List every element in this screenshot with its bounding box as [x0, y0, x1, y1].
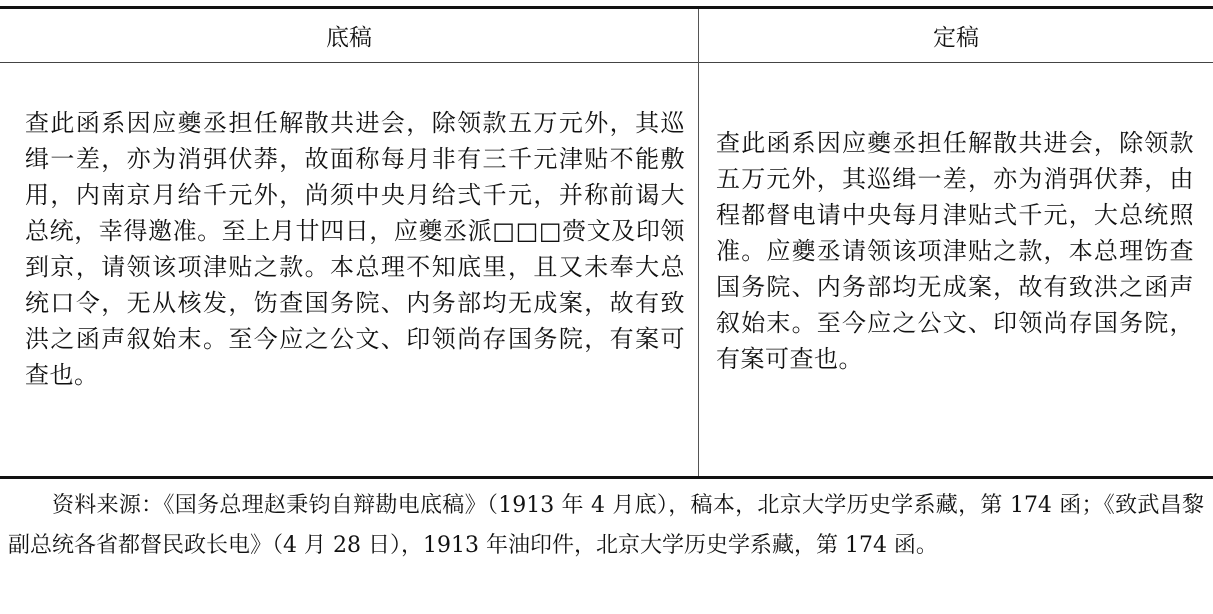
header-final: 定稿	[933, 25, 979, 51]
source-note: 资料来源：《国务总理赵秉钧自辩勘电底稿》（1913 年 4 月底），稿本，北京大学历史学系藏，第 174 函；《致武昌黎副总统各省都督民政长电》（4 月 28 日），1913 年油印件，北京大学历史学系藏，第 174 函。	[8, 493, 1204, 558]
header-rule	[0, 62, 1213, 63]
column-divider	[698, 9, 699, 476]
header-draft: 底稿	[326, 25, 372, 51]
draft-text: 查此函系因应夔丞担任解散共进会，除领款五万元外，其巡缉一差，亦为消弭伏莽，故面称每月非有三千元津贴不能敷用，内南京月给千元外，尚须中央月给弍千元，并称前谒大总统，幸得邀准。至上月廿四日，应夔丞派□□□赍文及印领到京，请领该项津贴之款。本总理不知底里，且又未奉大总统口令，无从核发，饬查国务院、内务部均无成案，故有致洪之函声叙始末。至今应之公文、印领尚存国务院，有案可查也。	[25, 109, 685, 389]
final-text: 查此函系因应夔丞担任解散共进会，除领款五万元外，其巡缉一差，亦为消弭伏莽，由程都督电请中央每月津贴弍千元，大总统照准。应夔丞请领该项津贴之款，本总理饬查国务院、内务部均无成案，故有致洪之函声叙始末。至今应之公文、印领尚存国务院，有案可查也。	[716, 129, 1194, 373]
table-bottom-rule	[0, 476, 1213, 479]
